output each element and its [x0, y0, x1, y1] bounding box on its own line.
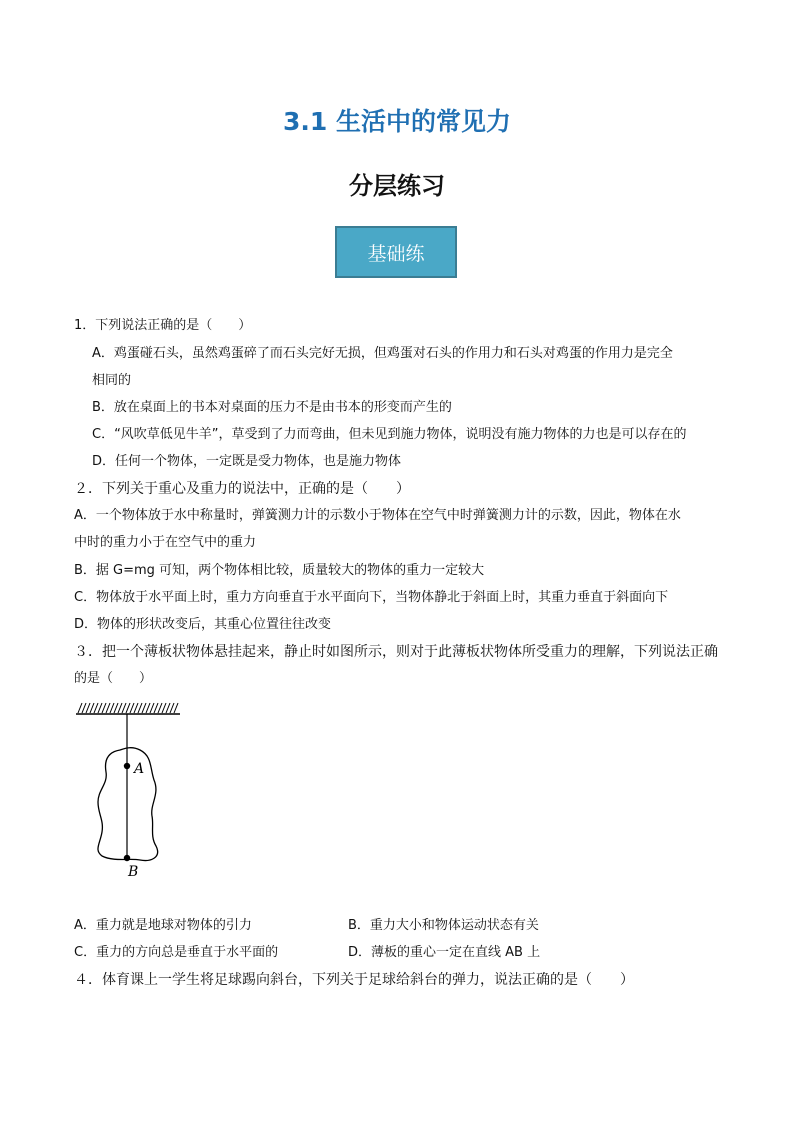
q3-stem: ３．把一个薄板状物体悬挂起来，静止时如图所示，则对于此薄板状物体所受重力的理解，下列说法正确 — [74, 644, 718, 660]
page-subtitle: 分层练习 — [349, 171, 445, 200]
section-badge: 基础练 — [335, 226, 457, 278]
q1-option-a: A．鸡蛋碰石头，虽然鸡蛋碎了而石头完好无损，但鸡蛋对石头的作用力和石头对鸡蛋的作用力是完全 — [92, 346, 673, 361]
q2-stem: ２．下列关于重心及重力的说法中，正确的是（ ） — [74, 481, 410, 497]
q1-option-a-cont: 相同的 — [92, 373, 132, 388]
q2-option-a-cont: 中时的重力小于在空气中的重力 — [74, 535, 257, 550]
q3-option-b: B．重力大小和物体运动状态有关 — [348, 918, 539, 933]
q2-option-a: A．一个物体放于水中称量时，弹簧测力计的示数小于物体在空气中时弹簧测力计的示数，因此，物体在水 — [74, 508, 681, 523]
point-b-label: B — [128, 864, 139, 880]
q3-option-d: D．薄板的重心一定在直线 AB 上 — [348, 945, 541, 960]
q2-option-d: D．物体的形状改变后，其重心位置往往改变 — [74, 617, 332, 632]
q3-option-c: C．重力的方向总是垂直于水平面的 — [74, 945, 279, 960]
q3-stem-cont: 的是（ ） — [74, 671, 153, 686]
q2-option-c: C．物体放于水平面上时，重力方向垂直于水平面向下，当物体静北于斜面上时，其重力垂直于斜面向下 — [74, 590, 669, 605]
q1-option-d: D．任何一个物体，一定既是受力物体，也是施力物体 — [92, 454, 402, 469]
q1-option-b: B．放在桌面上的书本对桌面的压力不是由书本的形变而产生的 — [92, 400, 452, 415]
hanging-plate-figure — [72, 698, 192, 892]
point-a-label: A — [134, 761, 145, 777]
q2-option-b: B．据 G=mg 可知，两个物体相比较，质量较大的物体的重力一定较大 — [74, 563, 485, 578]
q1-option-c: C．“风吹草低见牛羊”，草受到了力而弯曲，但未见到施力物体，说明没有施力物体的力也是可以存在的 — [92, 427, 687, 442]
q3-option-a: A．重力就是地球对物体的引力 — [74, 918, 252, 933]
q1-stem: 1．下列说法正确的是（ ） — [74, 318, 252, 333]
q4-stem: ４．体育课上一学生将足球踢向斜台，下列关于足球给斜台的弹力，说法正确的是（ ） — [74, 972, 634, 988]
page-title: 3.1 生活中的常见力 — [283, 107, 511, 136]
hanging-plate-diagram — [72, 698, 192, 888]
